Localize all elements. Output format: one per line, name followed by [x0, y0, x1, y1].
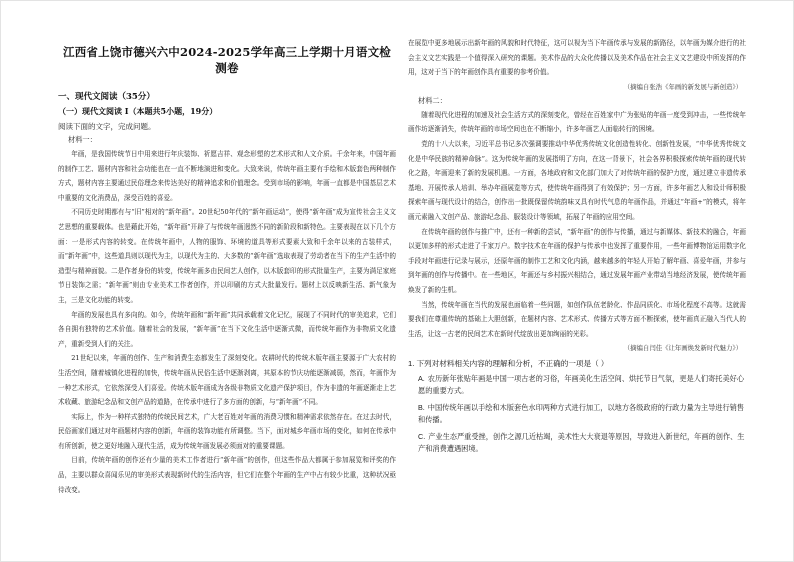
option-text: 农历新年张贴年画是中国一项古老的习俗，年画美化生活空间、烘托节日气氛，更是人们寄托美好心愿的重要方式。 — [418, 374, 745, 396]
question-1-option-b[interactable] — [418, 402, 746, 426]
subsection-heading: （一）现代文阅读 I（本题共5小题，19分） — [58, 106, 218, 116]
material-1-label: 材料一： — [68, 135, 97, 144]
document-title: 江西省上饶市德兴六中2024-2025学年高三上学期十月语文检测卷 — [63, 45, 391, 75]
material-1-paragraph: 年画的发展也具有多向的。如今，传统年画和“新年画”共同承载着文化记忆，展现了不同时代的审美追求，它们各自拥有独特的艺术价值。随着社会的发展，“新年画”在当下文化生活中逐渐式微，而传统年画作为非物质文化遗产，重新受到人们的关注。 — [58, 310, 396, 348]
material-1-paragraph: 实际上，作为一种样式独特的传统民间艺术，广大老百姓对年画的消费习惯和精神需求依然存在。在过去时代，民俗画家们通过对年画题材内容的创新，年画的装饰功能有所调整。当下，面对城乡年画市场的变化，如何在传承中有所创新，使之更好地融入现代生活，成为传统年画发展必须面对的重要课题。 — [58, 412, 396, 450]
instruction-text: 阅读下面的文字，完成问题。 — [58, 122, 156, 131]
material-1-continuation: 在展览中更多地展示出新年画的风貌和时代特征，这可以视为当下年画传承与发展的新路径，以年画为媒介进行的社会主义文艺实践是一个值得深入研究的课题。美术作品的大众化传播以及美术作品在社会主义文艺建设中所发挥的作用，这对于当下的年画创作具有重要的参考价值。 — [408, 39, 746, 77]
section-heading: 一、现代文阅读（35分） — [58, 92, 155, 102]
material-1-source: （摘编自张浩《年画的新发展与新创造》） — [623, 82, 742, 91]
right-column — [408, 36, 746, 556]
question-1-option-c[interactable] — [418, 431, 746, 455]
material-1-paragraph: 21世纪以来，年画的创作、生产和消费生态都发生了深刻变化。农耕时代的传统木版年画主要源于广大农村的生活空间，随着城镇化进程的加快，传统年画从民俗生活中逐渐剥离，其原本的节庆功能逐渐减弱，然而，年画作为一种艺术形式，它依然深受人们喜爱。传统木版年画成为各级非物质文化遗产保护项目，作为非遗的年画逐渐走上艺术收藏、旅游纪念品和文创产品的道路，在传承中进行了多方面的创新，与“新年画”不同。 — [58, 354, 396, 407]
material-2-paragraph: 党的十八大以来，习近平总书记多次强调要推动中华优秀传统文化创造性转化、创新性发展，“中华优秀传统文化是中华民族的精神命脉”。这为传统年画的发展指明了方向，在这一背景下，社会各界积极探索传统年画的现代转化之路，年画迎来了新的发展机遇。一方面，各地政府和文化部门加大了对传统年画的保护力度，通过建立非遗传承基地、开展传承人培训、举办年画展览等方式，使传统年画得到了有效保护；另一方面，许多年画艺人和设计师积极探索年画与现代设计的结合，创作出一批既保留传统韵味又具有时代气息的年画作品，并通过“年画+”的模式，将年画元素融入文创产品、旅游纪念品、服装设计等领域，拓展了年画的应用空间。 — [408, 139, 746, 221]
material-2-paragraph: 随着现代化进程的加速及社会生活方式的深刻变化，曾经在百姓家中广为张贴的年画一度受到冲击，一些传统年画作坊逐渐消失，传统年画的市场空间也在不断缩小，许多年画艺人面临转行的困境。 — [408, 110, 746, 134]
material-1-paragraph: 不同历史时期都有与“旧”相对的“新年画”。20世纪50年代的“新年画运动”，使得“新年画”成为宣传社会主义文艺思想的重要载体。也是藉此开始，“新年画”开辟了与传统年画迥然不同的新阶段和新特色。主要表现在以下几个方面：一是形式内容的转变。在传统年画中，人物的服饰、环境的道具等形式要素大致和千余年以来的古装样式，而“新年画”中，这些道具则以现代为主，以现代为主的、大多数的“新年画”选取表现了劳动者在当下的生产生活中的造型与精神面貌。二是作者身份的转变，传统年画多由民间艺人创作，以木版套印的形式批量生产，主要为满足家庭节日装饰之需；“新年画”则由专业美术工作者创作，并以印刷的方式大批量发行。题材上以反映新生活、新气象为主，三是文化功能的转变。 — [58, 208, 396, 304]
left-column — [58, 36, 396, 556]
option-text: 中国传统年画以手绘和木版套色水印两种方式进行加工，以地方各级政府的行政力量为主导进行销售和传播。 — [418, 403, 745, 425]
question-1-stem: 1. 下列对材料相关内容的理解和分析，不正确的一项是（ ） — [408, 359, 609, 369]
material-2-label: 材料二： — [418, 95, 447, 105]
material-1-paragraph: 年画，是我国传统节日中用来进行年庆装饰、祈愿吉祥、观念形塑的艺术形式和人文介质。千余年来，中国年画的制作工艺、题材内容和社会功能也在一直不断地演进和变化。大致来说，传统年画主要有手绘和木版套色两种制作方式，题材内容主要通过民俗理念来传达美好的精神追求和价值理念。受到市场的影响，年画一直都是中国基层艺术中重要的文化消费品，深受百姓的喜爱。 — [58, 150, 396, 202]
option-key: C. — [418, 432, 426, 442]
material-1-paragraph: 目前，传统年画的创作还有少量的美术工作者进行“新年画”的创作，但这些作品大都属于参加展览和评奖的作品，主要以群众喜闻乐见的审美形式表现新时代的生活内容，但它们在整个年画的生产中占有较少比重，这种状况亟待改变。 — [58, 456, 396, 494]
material-2-paragraph: 当然，传统年画在当代的发展也面临着一些问题，如创作队伍老龄化、作品同质化、市场化程度不高等。这就需要我们在尊重传统的基础上大胆创新，在题材内容、艺术形式、传播方式等方面不断探索，使年画真正融入当代人的生活，让这一古老的民间艺术在新时代绽放出更加绚丽的光彩。 — [408, 300, 746, 338]
material-2-source: （摘编自闫佳《让年画焕发新时代魅力》） — [623, 344, 742, 353]
question-1-option-a[interactable] — [418, 373, 746, 397]
option-key: B. — [418, 403, 425, 413]
option-text: 产业生态严重受挫，创作之源几近枯竭，美术性大大衰退等原因，导致进入新世纪，年画的创作、生产和消费遭遇困境。 — [418, 432, 745, 454]
option-key: A. — [418, 374, 425, 384]
material-2-paragraph: 在传统年画的创作与推广中，还有一种新的尝试，“新年画”的创作与传播，通过与新媒体、新技术的融合，年画以更加多样的形式走进了千家万户。数字技术在年画的保护与传承中也发挥了重要作用，一些年画博物馆运用数字化手段对年画进行记录与展示，还原年画的制作工艺和文化内涵，越来越多的年轻人开始了解年画、喜爱年画，并参与到年画的创作与传播中。在一些地区，年画还与乡村振兴相结合，通过发展年画产业带动当地经济发展，使传统年画焕发了新的生机。 — [408, 227, 746, 294]
